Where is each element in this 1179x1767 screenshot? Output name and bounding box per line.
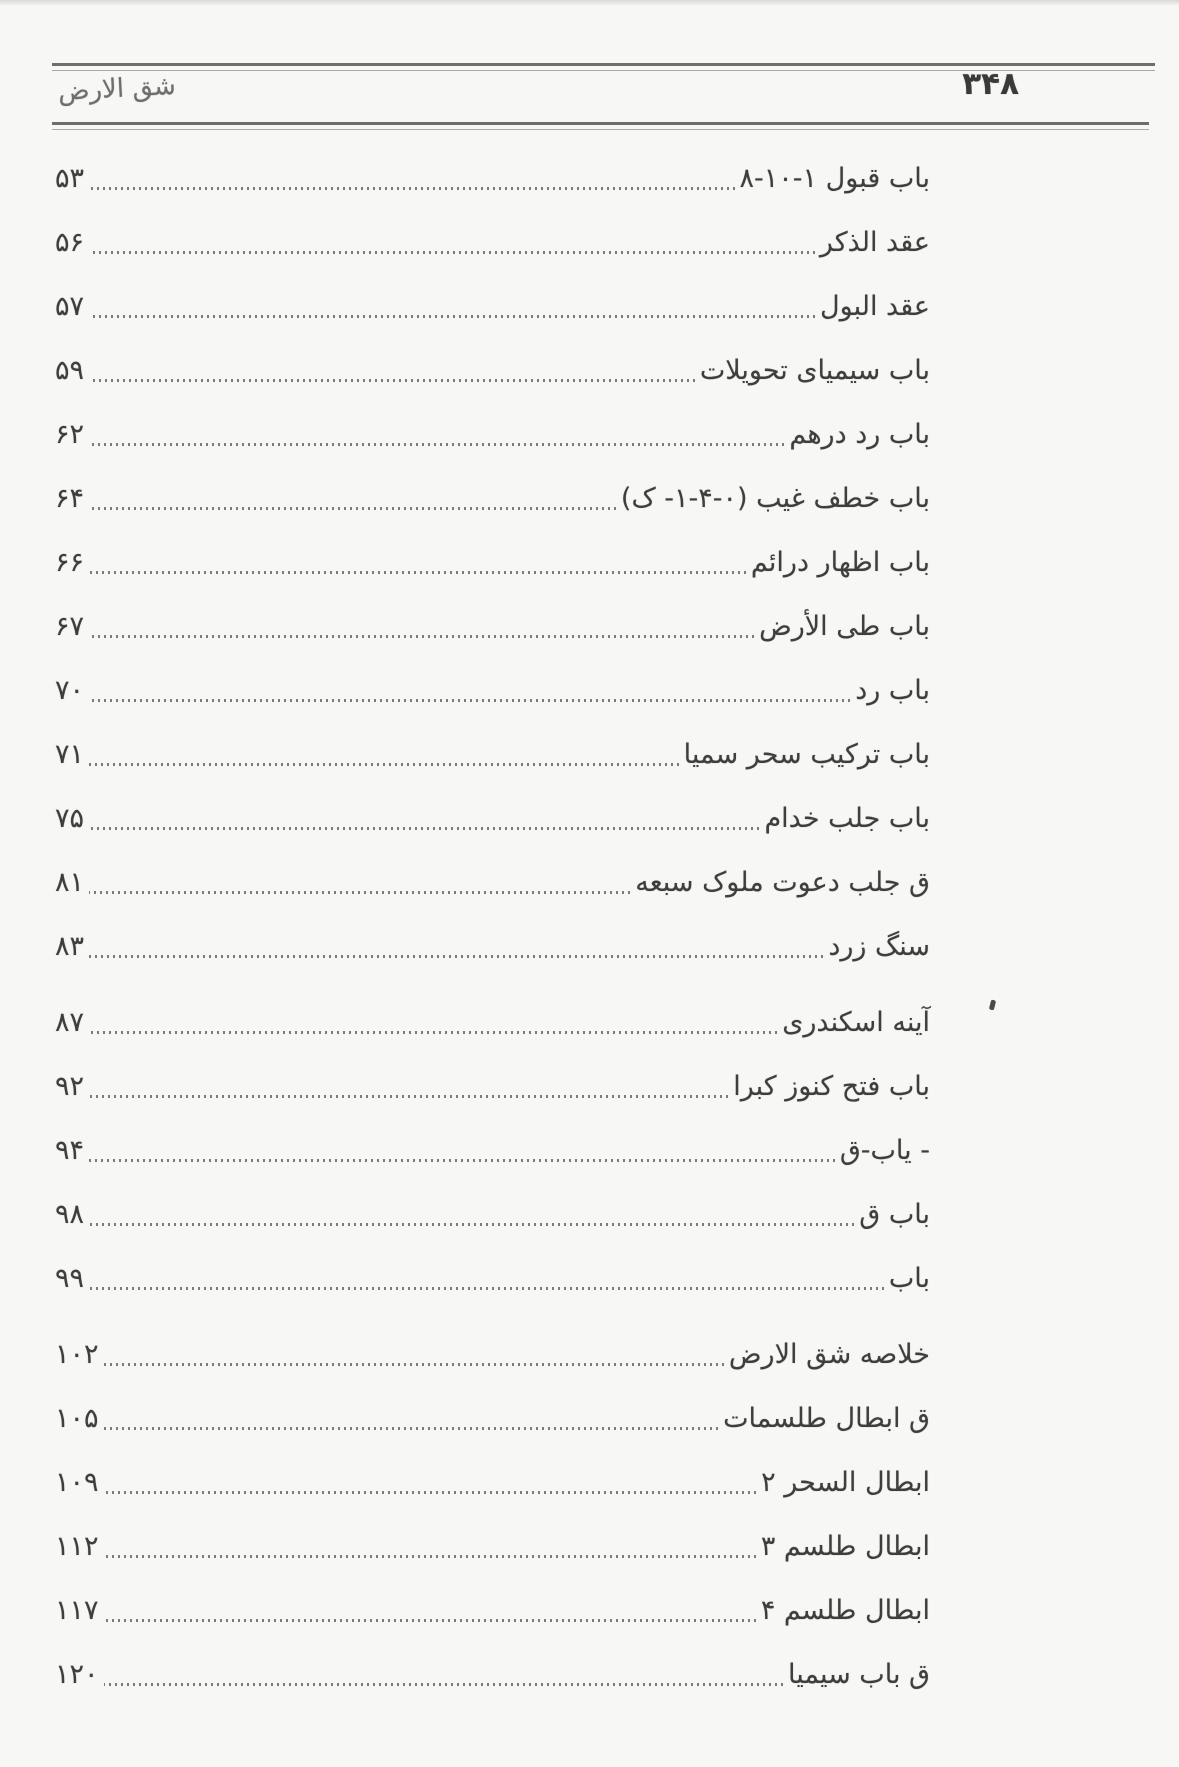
toc-entry-page-number: ۱۲۰: [55, 1658, 99, 1690]
toc-row: [55, 722, 930, 786]
ink-speck: [989, 1000, 996, 1011]
toc-entry-page-number: ۹۸: [55, 1198, 85, 1230]
toc-entry-page-number: ۹۴: [55, 1134, 85, 1166]
toc-row: [55, 990, 930, 1054]
toc-row: [55, 274, 930, 338]
toc-row: [55, 1322, 930, 1386]
toc-entry-page-number: ۵۷: [55, 290, 85, 322]
dotted-leader: [89, 1031, 777, 1034]
toc-entry-title: باب: [888, 1262, 930, 1294]
toc-row: [55, 338, 930, 402]
toc-entry-page-number: ۶۲: [55, 418, 85, 450]
dotted-leader: [89, 1159, 835, 1162]
toc-entry-title: ق ابطال طلسمات: [723, 1402, 930, 1434]
toc-entry-title: باب ق: [859, 1198, 930, 1230]
toc-row: [55, 1118, 930, 1182]
toc-entry-page-number: ۱۰۵: [55, 1402, 99, 1434]
header-bottom-rule: [52, 122, 1149, 130]
page-number: ۳۴۸: [962, 66, 1019, 102]
dotted-leader: [89, 443, 784, 446]
dotted-leader: [89, 763, 679, 766]
dotted-leader: [89, 507, 616, 510]
toc-entry-page-number: ۸۷: [55, 1006, 85, 1038]
toc-entry-title: ق جلب دعوت ملوک سبعه: [635, 866, 930, 898]
toc-entry-page-number: ۱۱۲: [55, 1530, 99, 1562]
toc-row: [55, 530, 930, 594]
toc-entry-title: عقد الذكر: [819, 226, 930, 258]
dotted-leader: [104, 1683, 783, 1686]
toc-entry-title: باب خطف غیب (۰-۴-۱- ک): [620, 482, 930, 514]
scan-edge-shadow: [0, 0, 1179, 6]
toc-entry-title: باب قبول ۱-۱۰-۸: [739, 162, 930, 194]
dotted-leader: [89, 187, 734, 190]
toc-row: [55, 1386, 930, 1450]
toc-row: [55, 850, 930, 914]
toc-entry-title: باب طی الأرض: [759, 610, 930, 642]
toc-entry-page-number: ۹۹: [55, 1262, 85, 1294]
toc-row: [55, 1642, 930, 1706]
toc-entry-page-number: ۷۱: [55, 738, 85, 770]
toc-row: [55, 402, 930, 466]
toc-entry-title: باب سیمیای تحویلات: [699, 354, 930, 386]
dotted-leader: [89, 315, 815, 318]
toc-entry-page-number: ۱۰۹: [55, 1466, 99, 1498]
toc-entry-title: باب رد: [855, 674, 930, 706]
toc-row: [55, 786, 930, 850]
toc-entry-title: عقد البول: [820, 290, 930, 322]
dotted-leader: [89, 635, 754, 638]
dotted-leader: [104, 1427, 719, 1430]
dotted-leader: [104, 1619, 756, 1622]
toc-entry-page-number: ۸۱: [55, 866, 85, 898]
dotted-leader: [104, 1363, 724, 1366]
toc-list: [55, 146, 930, 1706]
toc-entry-page-number: ۶۷: [55, 610, 85, 642]
toc-row: [55, 658, 930, 722]
toc-row: [55, 914, 930, 978]
dotted-leader: [89, 891, 630, 894]
toc-row: [55, 1246, 930, 1310]
dotted-leader: [104, 1491, 757, 1494]
toc-entry-page-number: ۷۵: [55, 802, 85, 834]
dotted-leader: [89, 1223, 854, 1226]
toc-entry-page-number: ۱۰۲: [55, 1338, 99, 1370]
toc-entry-page-number: ۶۶: [55, 546, 85, 578]
toc-entry-page-number: ۶۴: [55, 482, 85, 514]
book-title: شق الارض: [57, 70, 177, 108]
toc-entry-title: باب اظهار درائم: [750, 546, 930, 578]
toc-entry-title: ابطال طلسم ۳: [760, 1530, 930, 1562]
toc-entry-title: ابطال طلسم ۴: [760, 1594, 930, 1626]
toc-entry-title: - یاب-ق: [839, 1134, 930, 1166]
toc-row: [55, 1514, 930, 1578]
toc-entry-page-number: ۵۳: [55, 162, 85, 194]
dotted-leader: [89, 1095, 728, 1098]
dotted-leader: [89, 571, 746, 574]
toc-row: [55, 1054, 930, 1118]
toc-row: [55, 1578, 930, 1642]
toc-row: [55, 210, 930, 274]
toc-entry-page-number: ۷۰: [55, 674, 85, 706]
toc-row: [55, 594, 930, 658]
toc-row: [55, 1182, 930, 1246]
dotted-leader: [89, 251, 815, 254]
toc-entry-page-number: ۵۶: [55, 226, 85, 258]
toc-entry-title: ابطال السحر ۲: [761, 1466, 930, 1498]
dotted-leader: [89, 379, 695, 382]
dotted-leader: [89, 827, 759, 830]
toc-entry-title: باب ترکیب سحر سمیا: [683, 738, 930, 770]
toc-row: [55, 1450, 930, 1514]
toc-entry-title: سنگ زرد: [828, 930, 930, 962]
toc-entry-title: ق باب سیمیا: [787, 1658, 930, 1690]
toc-entry-title: باب رد درهم: [789, 418, 930, 450]
toc-row: [55, 146, 930, 210]
dotted-leader: [89, 699, 850, 702]
toc-entry-page-number: ۸۳: [55, 930, 85, 962]
dotted-leader: [89, 1287, 884, 1290]
toc-entry-page-number: ۱۱۷: [55, 1594, 99, 1626]
toc-entry-page-number: ۵۹: [55, 354, 85, 386]
toc-row: [55, 466, 930, 530]
dotted-leader: [104, 1555, 756, 1558]
dotted-leader: [89, 955, 823, 958]
toc-entry-title: باب فتح کنوز کبرا: [733, 1070, 930, 1102]
toc-entry-title: خلاصه شق الارض: [728, 1338, 930, 1370]
toc-entry-title: آینه اسکندری: [782, 1006, 930, 1038]
toc-entry-title: باب جلب خدام: [764, 802, 930, 834]
toc-entry-page-number: ۹۲: [55, 1070, 85, 1102]
